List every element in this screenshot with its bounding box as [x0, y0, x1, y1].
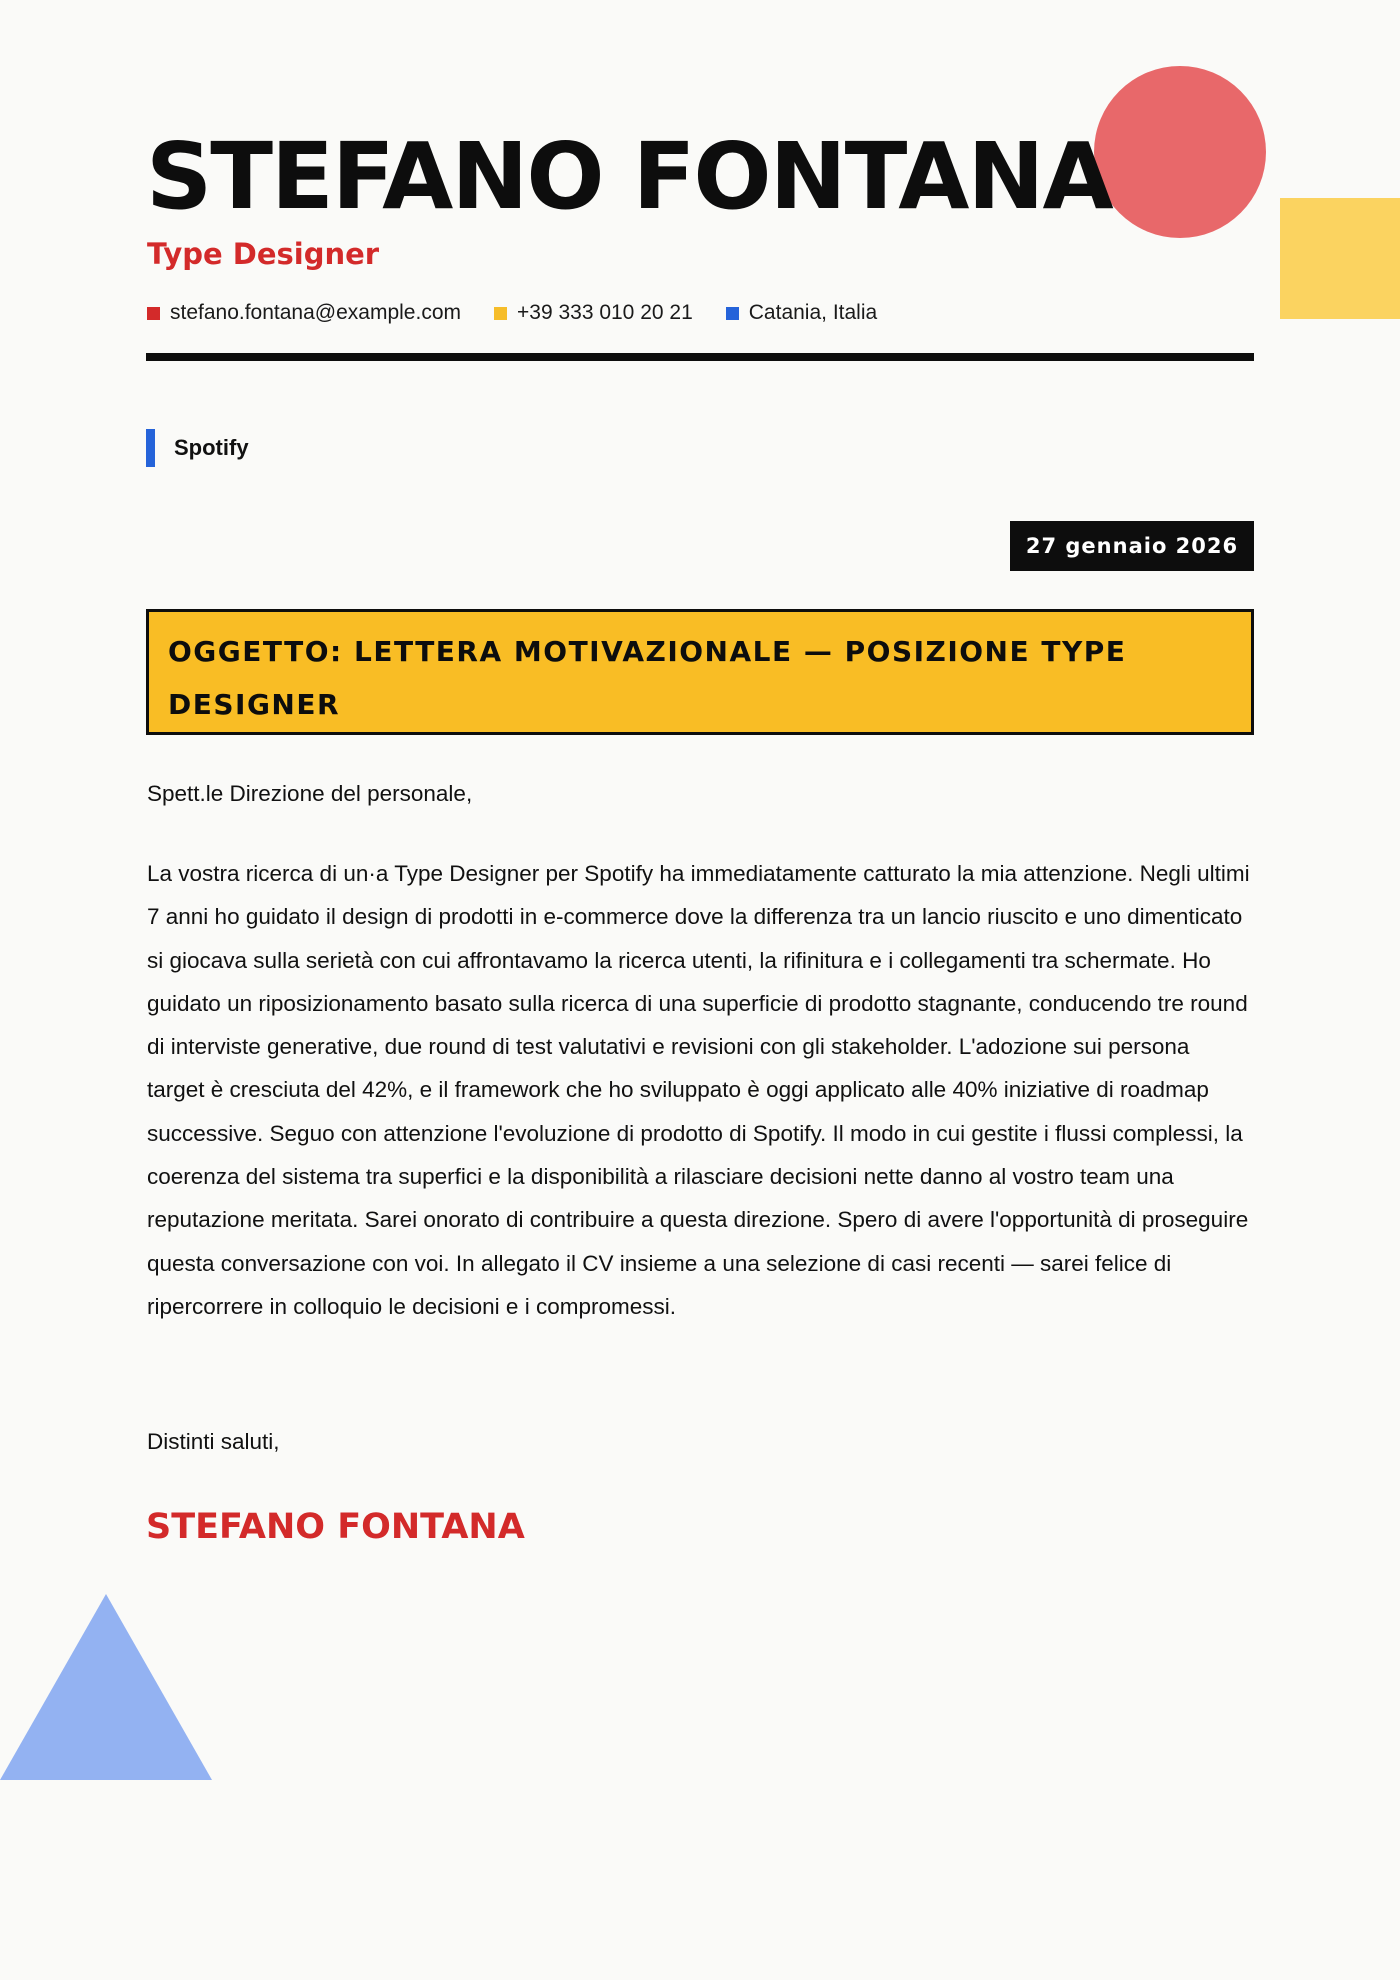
- subject-box: [146, 609, 1254, 735]
- contact-location: [726, 301, 877, 325]
- applicant-role: Type Designer: [147, 237, 380, 271]
- applicant-name: STEFANO FONTANA: [146, 123, 1112, 230]
- salutation: Spett.le Direzione del personale,: [147, 781, 473, 806]
- phone-text: +39 333 010 20 21: [517, 301, 693, 324]
- letter-date: 27 gennaio 2026: [1010, 521, 1254, 571]
- signature: STEFANO FONTANA: [146, 1507, 525, 1547]
- recipient-company: Spotify: [146, 429, 249, 467]
- subject-text: OGGETTO: LETTERA MOTIVAZIONALE — POSIZIONE TYPE DESIGNER: [168, 635, 1127, 721]
- decorative-red-circle: [1094, 66, 1266, 238]
- contact-list: [147, 298, 910, 328]
- yellow-square-icon: [494, 307, 507, 320]
- closing: Distinti saluti,: [147, 1429, 280, 1454]
- letter-body: La vostra ricerca di un·a Type Designer per Spotify ha immediatamente catturato la mia attenzione. Negli ultimi 7 anni ho guidato il design di prodotti in e-commerce dove la differenza tra un lancio riuscito e uno dimenticato si giocava sulla serietà con cui affrontavamo la ricerca utenti, la rifinitura e i collegamenti tra schermate. Ho guidato un riposizionamento basato sulla ricerca di una superficie di prodotto stagnante, conducendo tre round di interviste generative, due round di test valutativi e revisioni con gli stakeholder. L'adozione sui persona target è cresciuta del 42%, e il framework che ho sviluppato è oggi applicato alle 40% iniziative di roadmap successive. Seguo con attenzione l'evoluzione di prodotto di Spotify. Il modo in cui gestite i flussi complessi, la coerenza del sistema tra superfici e la disponibilità a rilasciare decisioni nette danno al vostro team una reputazione meritata. Sarei onorato di contribuire a questa direzione. Spero di avere l'opportunità di proseguire questa conversazione con voi. In allegato il CV insieme a una selezione di casi recenti — sarei felice di ripercorrere in colloquio le decisioni e i compromessi.: [147, 861, 1250, 1319]
- decorative-blue-triangle: [0, 1594, 212, 1780]
- red-square-icon: [147, 307, 160, 320]
- contact-phone[interactable]: [494, 301, 693, 325]
- contact-email[interactable]: [147, 301, 461, 325]
- email-text: stefano.fontana@example.com: [170, 301, 461, 324]
- blue-square-icon: [726, 307, 739, 320]
- header-divider: [146, 353, 1254, 361]
- decorative-yellow-square: [1280, 198, 1400, 319]
- location-text: Catania, Italia: [748, 301, 878, 324]
